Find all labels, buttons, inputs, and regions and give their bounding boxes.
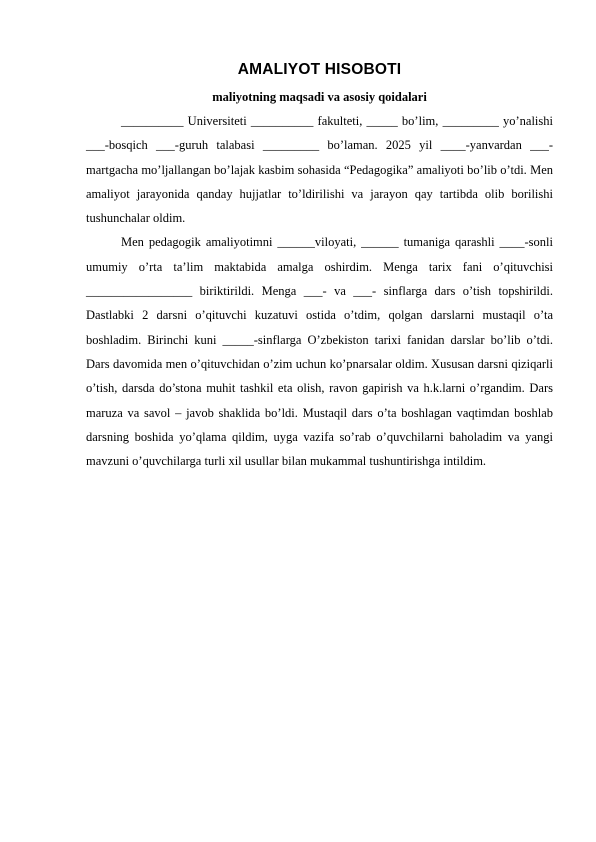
paragraph-intro: __________ Universiteti __________ fakulteti, _____ bo’lim, _________ yo’nalishi ___-bosqich ___-guruh talabasi _________ bo’laman. 2025 yil ____-yanvardan ___-martgacha mo’ljallangan bo’lajak kasbim sohasida “Pedagogika” amaliyoti bo’lib o’tdi. Men amaliyot jarayonida qanday hujjatlar to’ldirilishi va jarayon qay tartibda olib borilishi tushunchalar oldim. xyxy=(86,114,553,226)
document-body xyxy=(86,60,553,473)
paragraph-practice: Men pedagogik amaliyotimni ______viloyati, ______ tumaniga qarashli ____-sonli umumiy o’rta ta’lim maktabida amalga oshirdim. Menga tarix fani o’qituvchisi _________________ biriktirildi. Menga ___- va ___- sinflarga dars o’tish topshirildi. Dastlabki 2 darsni o’qituvchi kuzatuvi ostida o’tdim, qolgan darslarni mustaqil o’ta boshladim. Birinchi kuni _____-sinflarga O’zbekiston tarixi fanidan darslar bo’lib o’tdi. Dars davomida men o’qituvchidan o’zim uchun ko’pnarsalar oldim. Xususan darsni qiziqarli o’tish, darsda do’stona muhit tashkil eta olish, ravon gapirish va h.k.larni o’rgandim. Dars maruza va savol – javob shaklida bo’ldi. Mustaqil dars o’ta boshlagan vaqtimdan boshlab darsning boshida yo’qlama qildim, uyga vazifa so’rab o’quvchilarni baholadim va yangi mavzuni o’quvchilarga turli xil usullar bilan mukammal tushuntirishga intildim. xyxy=(86,235,553,469)
report-title: AMALIYOT HISOBOTI xyxy=(237,61,402,78)
section-subtitle: maliyotning maqsadi va asosiy qoidalari xyxy=(212,90,427,104)
